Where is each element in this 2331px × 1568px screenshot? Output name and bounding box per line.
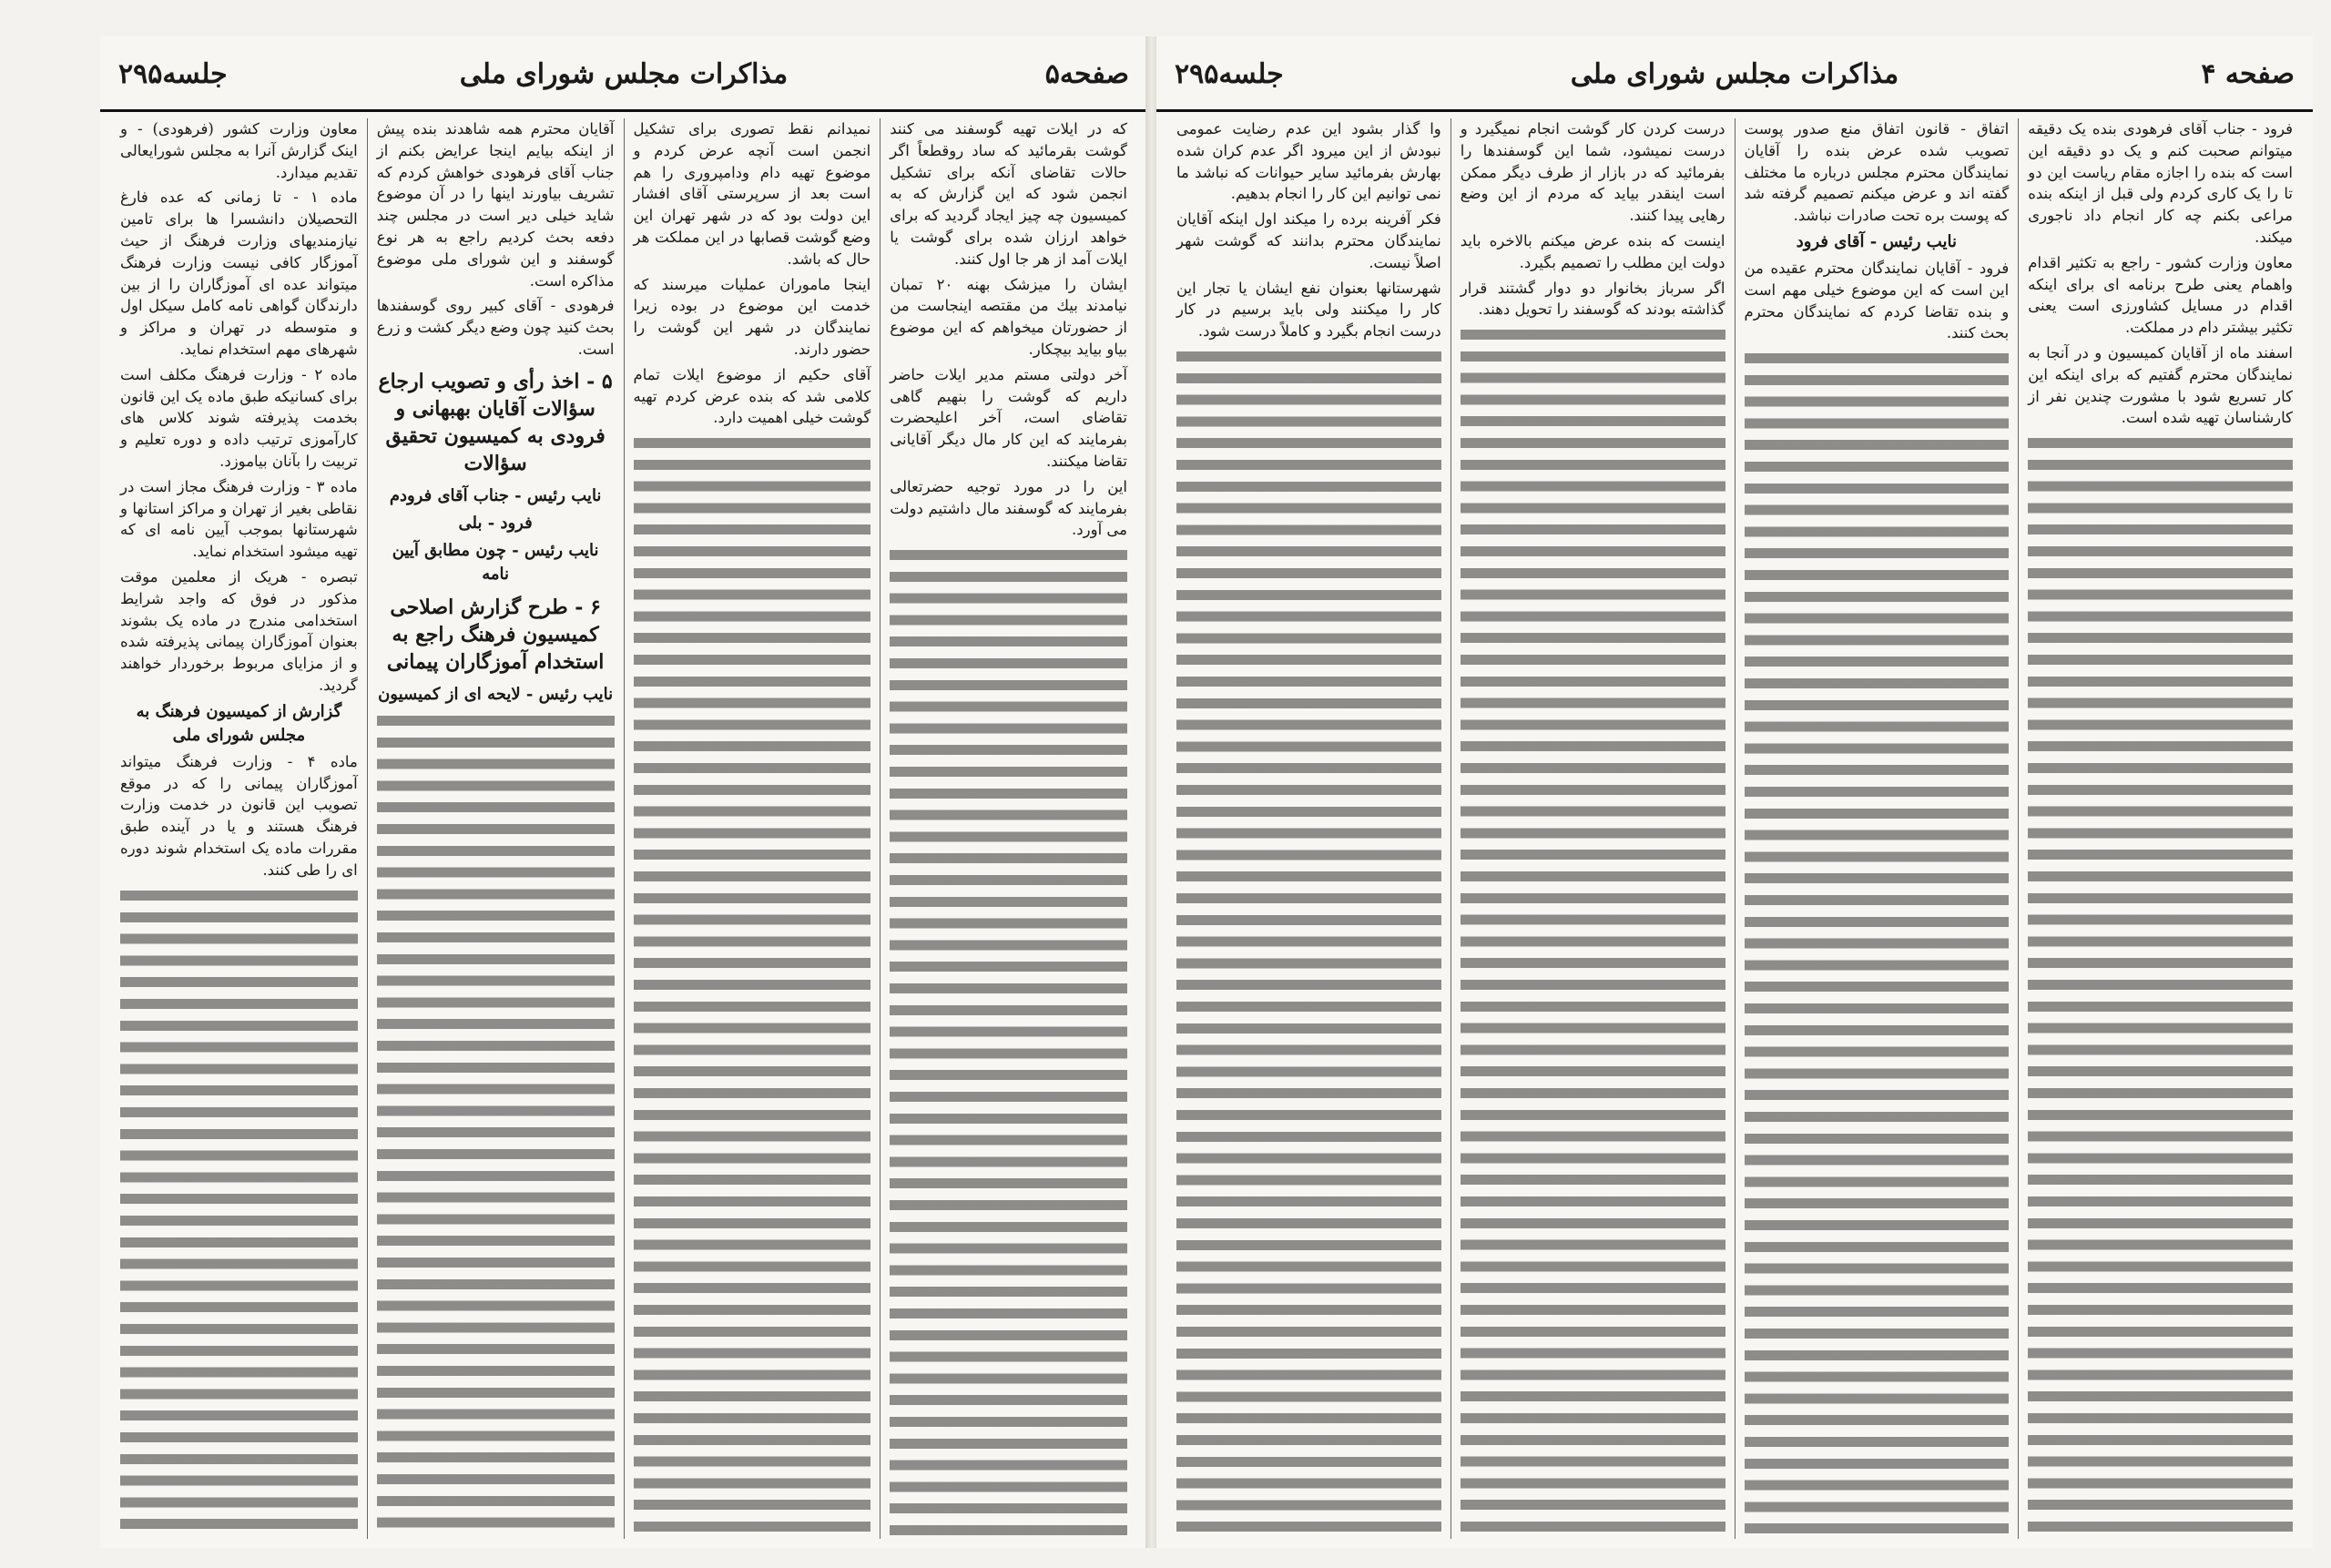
speaker-line: نایب رئیس - لایحه ای از کمیسیون <box>378 684 614 704</box>
left-columns <box>111 118 1136 1539</box>
text-paragraph: وا گذار بشود این عدم رضایت عمومی نبودش از این میرود اگر عدم کران شده بهارش بفرمائید سایر حیوانات که نباشد ما نمی توانیم این کار را انجام بدهیم. <box>1176 120 1441 203</box>
text-paragraph: نمیدانم نقط تصوری برای تشکیل انجمن است آنچه عرض کردم و موضوع تهیه دام ودامپروری را هم است بعد از سرپرستی آقای افشار این دولت بود که در شهر تهران این وضع گوشت قصابها در این مملکت هر حال که باشد. <box>633 120 871 268</box>
text-lines-fill <box>1745 348 2010 1539</box>
text-paragraph: اینجا ماموران عملیات میرسند که خدمت این موضوع در بوده زیرا نمایندگان در شهر این گوشت را حضور دارند. <box>633 275 871 358</box>
text-paragraph: اسفند ماه از آقایان کمیسیون و در آنجا به نمایندگان محترم گفتیم که برای اینکه این کار تسریع شود با مشورت چندین نفر از کارشناسان تهیه شده است. <box>2028 343 2293 427</box>
text-paragraph: اتفاق - قانون اتفاق منع صدور پوست تصویب شده عرض بنده را آقایان نمایندگان محترم مجلس درباره ما مختلف گفته اند و عرض میکنم تصمیم گرفته شد که پوست بره تحت صادرات نباشد. <box>1744 120 2010 225</box>
text-lines-fill <box>1461 324 1725 1539</box>
text-paragraph: معاون وزارت کشور - راجع به تکثیر اقدام واهمام یعنی طرح برنامه ای برای اینکه اقدام در مسایل کشاورزی است یعنی تکثیر بیشتر دام در مملکت. <box>2028 253 2293 337</box>
section-heading: ۶ - طرح گزارش اصلاحی کمیسیون فرهنگ راجع به استخدام آموزگاران پیمانی <box>386 595 605 674</box>
text-paragraph: که در ایلات تهیه گوسفند می کنند گوشت بقرمائید که ساد روقطعاً اگر حالات تقاضای آنکه برای تشکیل انجمن شود که این گزارش که به کمیسیون چه چیز ایجاد گردید که برای خواهد ارزان شده برای گوشت یا ایلات آمد از هر جا اول کنند. <box>890 120 1127 268</box>
left-column-2 <box>624 118 880 1539</box>
text-paragraph: درست کردن کار گوشت انجام نمیگیرد و درست نمیشود، شما این گوسفندها را بفرمائید که در بازار از طرف دیگر ممکن است اینقدر بیاید که مردم از این وضع رهایی پیدا کنند. <box>1460 120 1725 225</box>
speaker-line: نایب رئیس - آقای فرود <box>1796 231 1957 251</box>
left-column-4 <box>111 118 367 1539</box>
text-lines-fill <box>120 885 358 1540</box>
section-heading: گزارش از کمیسیون فرهنگ به مجلس شورای ملی <box>136 701 342 745</box>
speaker-line: فرود - بلی <box>458 513 533 533</box>
right-page-header <box>1156 46 2313 112</box>
text-paragraph: اینست که بنده عرض میکنم بالاخره باید دولت این مطلب را تصمیم بگیرد. <box>1460 231 1725 271</box>
right-page-title: مذاکرات مجلس شورای ملی <box>1570 58 1899 90</box>
left-page-header <box>100 46 1147 112</box>
text-paragraph: اگر سرباز بخانوار دو دوار گشتند قرار گذاشته بودند که گوسفند را تحویل دهند. <box>1460 279 1725 319</box>
left-column-3 <box>367 118 624 1539</box>
text-paragraph: معاون وزارت کشور (فرهودی) - و اینک گزارش آنرا به مجلس شورایعالی تقدیم میدارد. <box>120 120 358 181</box>
left-page-title: مذاکرات مجلس شورای ملی <box>459 58 789 90</box>
speaker-line: نایب رئیس - چون مطابق آیین نامه <box>392 540 599 584</box>
right-session-label: جلسه۲۹۵ <box>1175 58 1284 90</box>
text-paragraph: تبصره - هریک از معلمین موقت مذکور در فوق که واجد شرایط استخدامی مندرج در ماده یک بشوند بعنوان آموزگاران پیمانی پذیرفته شده و از مزایای مربوط برخوردار خواهند گردید. <box>120 567 358 694</box>
left-page-number: صفحه۵ <box>1044 58 1129 90</box>
left-column-1 <box>880 118 1136 1539</box>
section-heading: ۵ - اخذ رأی و تصویب ارجاع سؤالات آقایان بهبهانی و فرودی به کمیسیون تحقیق سؤالات <box>378 369 613 475</box>
left-page <box>100 36 1147 1548</box>
right-column-2 <box>1735 118 2019 1539</box>
speaker-line: نایب رئیس - جناب آقای فرودم <box>389 485 602 505</box>
text-paragraph: آخر دولتی مستم مدیر ایلات حاضر داریم که گوشت را بنهیم گاهی تقاضای است، آخر اعلیحضرت بفرمایند که این کار مال دیگر آقایانی تقاضا میکنند. <box>890 365 1127 470</box>
text-paragraph: شهرستانها بعنوان نفع ایشان یا تجار این کار را میکنند ولی باید برسیم در کار درست انجام بگیرد و کاملاً درست شود. <box>1176 279 1441 341</box>
text-paragraph: آقایان محترم همه شاهدند بنده پیش از اینکه بیایم اینجا عرایض بکنم از جناب آقای فرهودی خواهش کردم که تشریف بیاورند اینها را در آن موضوع شاید خیلی دیر است در مجلس چند دفعه بحث کردیم راجع به هر نوع گوسفند و این شورای ملی موضوع مذاکره است. <box>376 120 615 290</box>
text-lines-fill <box>634 433 871 1539</box>
right-column-1 <box>2018 118 2302 1539</box>
text-lines-fill <box>2028 433 2293 1539</box>
right-page <box>1156 36 2313 1548</box>
left-session-label: جلسه۲۹۵ <box>118 58 228 90</box>
text-paragraph: ایشان را میزشک بهنه ۲۰ تمبان نیامدند بیك من مقتصه اینجاست من از حضورتان میخواهم که این موضوع بیاو بیاید بیچکار. <box>890 275 1128 358</box>
text-paragraph: این را در مورد توجیه حضرتعالی بفرمایند که گوسفند مال داشتیم دولت می آورد. <box>890 477 1127 539</box>
right-column-4 <box>1167 118 1451 1539</box>
right-column-3 <box>1451 118 1735 1539</box>
right-page-number: صفحه ۴ <box>2201 58 2295 90</box>
text-paragraph: آقای حکیم از موضوع ایلات تمام کلامی شد که بنده عرض کردم تهیه گوشت خیلی اهمیت دارد. <box>633 365 871 427</box>
text-paragraph: ماده ۱ - تا زمانی که عده فارغ التحصیلان دانشسرا ها برای تامین نیازمندیهای وزارت فرهنگ از حیث آموزگار کافی نیست وزارت فرهنگ میتواند عده ای آموزگاران را از بین دارندگان گواهی نامه کامل سیکل اول و متوسطه در تهران و مراکز و شهرهای مهم استخدام نماید. <box>120 188 358 358</box>
text-paragraph: ماده ۳ - وزارت فرهنگ مجاز است در نقاطی بغیر از تهران و مراکز استانها و شهرستانها بموجب آیین نامه ای که تهیه میشود استخدام نماید. <box>120 477 358 561</box>
text-lines-fill <box>1176 346 1441 1539</box>
right-columns <box>1167 118 2302 1539</box>
text-paragraph: ماده ۴ - وزارت فرهنگ میتواند آموزگاران پیمانی را که در موقع تصویب این قانون در خدمت وزارت فرهنگ هستند و یا در آینده طبق مقررات ماده یک استخدام شوند دوره ای را طی کنند. <box>120 752 358 879</box>
text-paragraph: فرود - آقایان نمایندگان محترم عقیده من این است که این موضوع خیلی مهم است و بنده تقاضا کردم که نمایندگان محترم بحث کنند. <box>1744 259 2010 342</box>
text-paragraph: فرهودی - آقای کبیر روی گوسفندها بحث کنید چون وضع دیگر کشت و زرع است. <box>376 297 615 358</box>
text-paragraph: ماده ۲ - وزارت فرهنگ مکلف است برای کسانیکه طبق ماده یک این قانون بخدمت پذیرفته شوند کلاس های کارآموزی ترتیب داده و دوره تعلیم و تربیت را بآنان بیاموزد. <box>120 365 358 470</box>
text-lines-fill <box>377 710 615 1539</box>
text-lines-fill <box>890 545 1127 1539</box>
text-paragraph: فکر آفرینه برده را میکند اول اینکه آقایان نمایندگان محترم بدانند که گوشت شهر اصلاً نیست. <box>1176 210 1441 271</box>
text-paragraph: فرود - جناب آقای فرهودی بنده یک دقیقه میتوانم صحبت کنم و یک دو دقیقه این است که بنده را اجازه مقام ریاست این دو تا را یک کاری کردم ولی قبل از اینکه بنده مراعی بکنم چه کار انجام داد ناجوری میکند. <box>2028 120 2293 246</box>
